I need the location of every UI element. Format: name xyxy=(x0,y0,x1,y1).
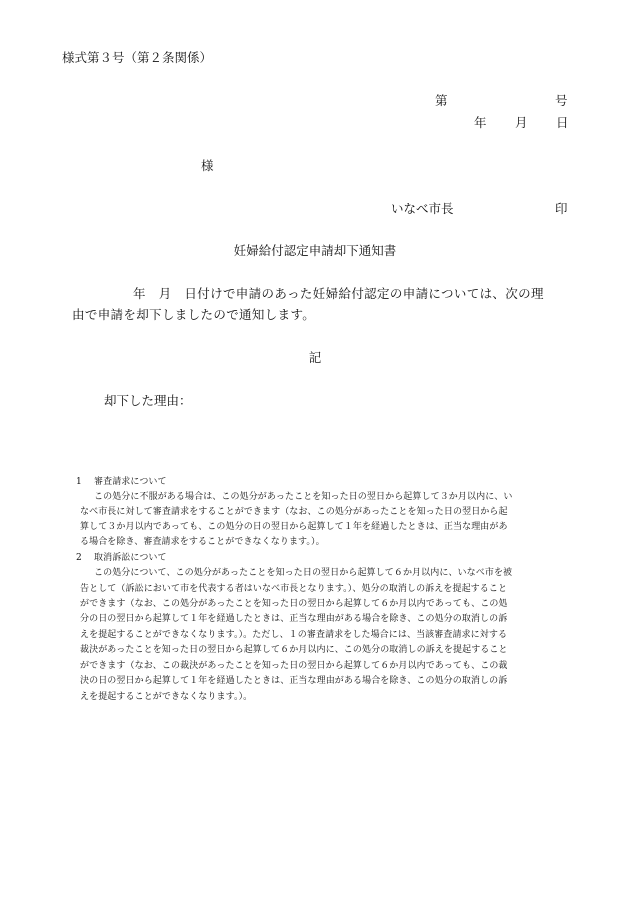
note-2-heading xyxy=(76,551,167,567)
note-2-line: 告として（訴訟において市を代表する者はいなべ市長となります。）、処分の取消しの訴えを提起すること xyxy=(80,584,508,594)
note-2-line: 決の日の翌日から起算して１年を経過したときは、正当な理由がある場合を除き、この処分の取消しの訴 xyxy=(80,676,508,686)
doc-number-prefix: 第 xyxy=(435,93,448,108)
reason-label: 却下した理由： xyxy=(104,393,192,408)
date-month-label: 月 xyxy=(515,115,528,130)
note-2-title: 取消訴訟について xyxy=(94,553,167,563)
note-1-line: 算して３か月以内であっても、この処分の日の翌日から起算して１年を経過したときは、正当な理由があ xyxy=(80,522,508,532)
note-1-heading xyxy=(76,475,167,491)
note-2-line: 裁決があったことを知った日の翌日から起算して６か月以内に、この処分の取消しの訴えを提起すること xyxy=(80,645,508,655)
note-2-line: ができます（なお、この処分があったことを知った日の翌日から起算して６か月以内であっても、この処 xyxy=(80,599,508,609)
note-2-number: 2 xyxy=(76,553,82,563)
note-2-line: この処分について、この処分があったことを知った日の翌日から起算して６か月以内に、いなべ市を被 xyxy=(94,568,513,578)
date-year-label: 年 xyxy=(474,115,487,130)
body-text-line-1: 年 月 日付けで申請のあった妊婦給付認定の申請については、次の理 xyxy=(133,286,544,301)
note-2-line: 分の日の翌日から起算して１年を経過したときは、正当な理由がある場合を除き、この処分の取消しの訴 xyxy=(80,614,508,624)
body-text-line-2: 由で申請を却下しましたので通知します。 xyxy=(72,307,316,322)
date-day-label: 日 xyxy=(556,115,569,130)
form-number: 様式第３号（第２条関係） xyxy=(62,50,213,65)
issuer-name: いなべ市長 xyxy=(391,201,454,216)
document-title: 妊婦給付認定申請却下通知書 xyxy=(233,243,397,258)
addressee-suffix: 様 xyxy=(201,158,214,173)
note-1-line: る場合を除き、審査請求をすることができなくなります。）。 xyxy=(80,537,325,547)
note-1-line: なべ市長に対して審査請求をすることができます（なお、この処分があったことを知った日の翌日から起 xyxy=(80,507,508,517)
note-1-title: 審査請求について xyxy=(94,477,167,487)
note-2-line: ができます（なお、この裁決があったことを知った日の翌日から起算して６か月以内であっても、この裁 xyxy=(80,661,508,671)
note-2-line: えを提起することができなくなります。）。ただし、１の審査請求をした場合には、当該審査請求に対する xyxy=(80,630,508,640)
ki-marker: 記 xyxy=(308,350,322,365)
note-2-line: えを提起することができなくなります。）。 xyxy=(80,692,253,702)
seal-mark: 印 xyxy=(555,201,568,216)
note-1-number: 1 xyxy=(76,477,82,487)
doc-number-suffix: 号 xyxy=(555,93,568,108)
note-1-line: この処分に不服がある場合は、この処分があったことを知った日の翌日から起算して３か月以内に、い xyxy=(94,492,513,502)
